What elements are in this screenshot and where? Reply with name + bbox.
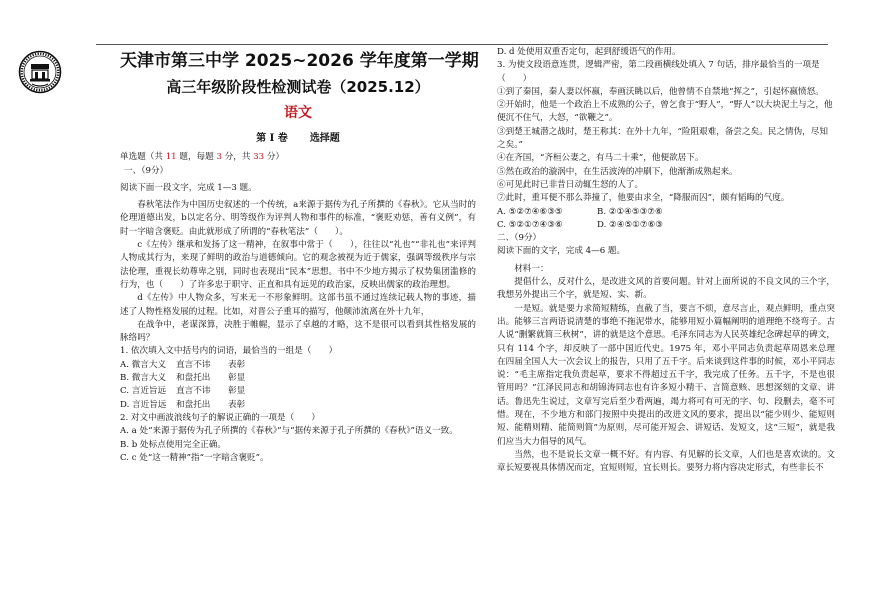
q2-option: C. c 处“这一精神”指“一字暗含褒贬”。: [120, 452, 269, 463]
q3-item: ②开始时，他是一个政治上不成熟的公子，曾乞食于“野人”，“野人”以大块泥土与之，他便沉不住气，大怒，“欲鞭之”。: [497, 100, 833, 124]
q3-item: ⑤然在政治的漩涡中，在生活波涛的冲刷下，他渐渐成熟起来。: [497, 166, 738, 177]
header-rule: [96, 44, 828, 45]
part-name: 选择题: [309, 133, 340, 144]
reading-prompt-2: 阅读下面的文字，完成 4—6 题。: [497, 246, 626, 257]
part-label: 第 I 卷: [256, 133, 288, 144]
q3-option-row: A. ⑤②⑦④⑥③⑤ B. ②①④⑤③⑦⑥: [497, 206, 663, 217]
exam-title: 高三年级阶段性检测试卷（2025.12）: [166, 78, 430, 96]
q1-option: C. 言近旨远 直言不讳 彰显: [120, 386, 246, 397]
q2-option: A. a 处“来源于据传为孔子所撰的《春秋》”与“据传来源于孔子所撰的《春秋》”语义一致。: [120, 426, 458, 437]
q1-option: A. 微言大义 直言不讳 表彰: [120, 359, 246, 370]
school-title: 天津市第三中学 2025~2026 学年度第一学期: [120, 51, 479, 71]
question-2: 2. 对文中画波浪线句子的解说正确的一项是（ ）: [120, 412, 320, 423]
right-column: [497, 46, 835, 476]
q1-option: B. 微言大义 和盘托出 彰显: [120, 373, 246, 384]
q3-item: ①到了秦国，秦人妻以怀嬴，奉画沃眺以后，他曾情不自禁地“挥之”，引起怀嬴愤怒。: [497, 86, 824, 97]
passage-paragraph: 春秋笔法作为中国历史叙述的一个传统，a来源于据传为孔子所撰的《春秋》。它从当时的伦理道德出发，b以定名分、明等级作为评判人物和事件的标准，“褒贬劝惩，善有义例”，有时一字暗含褒贬。由此就形成了所谓的“春秋笔法”（ ）。: [120, 200, 476, 237]
q2-option: B. b 处标点使用完全正确。: [120, 439, 226, 450]
material-label: 材料一：: [514, 263, 549, 274]
part-heading: [120, 132, 476, 145]
passage-paragraph: d《左传》中人物众多，写来无一不形象鲜明。这部书虽不通过连续记载人物的事迹，描述了人物性格发展的过程。比如，对晋公子重耳的描写，他颠沛流离在外十九年，: [120, 293, 476, 317]
material-paragraph: 提倡什么，反对什么，是改进文风的首要问题。针对上面所说的不良文风的三个字，我想另外提出三个字，就是短、实、新。: [497, 277, 835, 301]
left-column: [120, 50, 479, 465]
section-heading-1: 一、（9分）: [124, 165, 169, 176]
q3-item: ⑥可见此时已非昔日动辄生怒的人了。: [497, 179, 644, 190]
material-paragraph: 一是短。就是要力求简短精练，直截了当，要言不烦，意尽言止，观点鲜明，重点突出。能够三言两语说清楚的事绝不拖泥带水，能够用短小篇幅阐明的道理绝不绕弯子。古人说“删繁就简三秋树”，讲的就是这个意思。毛泽东同志为人民英雄纪念碑起草的碑文，只有 114 个字，却反映了一部中国近代史。1975 年，邓小平同志负责起草周恩来总理在四届全国人大一次会议上的报告，只用了五千字。后来谈到这件事的时候，邓小平同志说：“毛主席指定我负责起草，要求不得超过五千字，我完成了任务。五千字，不是也很管用吗？”江泽民同志和胡锦涛同志也有许多短小精干、言简意赅、思想深刻的文章、讲话。鲁迅先生说过，文章写完后至少看两遍，竭力将可有可无的字、句、段删去，毫不可惜。现在，不少地方和部门按照中央提出的改进文风的要求，提出以“能少则少、能短则短、能精则精、能简则简”为原则，尽可能开短会、讲短话、发短文，这“三短”，就是我们应当大力倡导的风气。: [497, 303, 835, 447]
section-heading-2: 二、（9分）: [497, 233, 542, 244]
passage-paragraph: 在战争中，老谋深算，决胜于帷幄，显示了卓越的才略，这不是很可以看到其性格发展的脉络吗？: [120, 319, 476, 344]
reading-prompt-1: 阅读下面一段文字，完成 1—3 题。: [120, 182, 257, 193]
material-paragraph: 当然，也不是说长文章一概不好。有内容、有见解的长文章，人们也是喜欢读的。文章长短要视具体情况而定，宜短则短，宜长则长。要努力将内容决定形式，有些非长不: [497, 449, 835, 474]
q3-option-row: C. ⑤②①⑦④③⑥ D. ②④⑤①⑦⑥③: [497, 219, 663, 230]
question-instructions: 单选题（共 11 题，每题 3 分，共 33 分）: [120, 152, 285, 163]
q3-item: ③到楚王城潜之战时，楚王称其：在外十九年，“险阻艰难，备尝之矣。民之情伪，尽知之矣。”: [497, 126, 828, 151]
passage-paragraph: c《左传》继承和发扬了这一精神，在叙事中常于（ ），往往以“礼也”“非礼也”来评判人物成其行为，来现了鲜明的政治与道德倾向。它的观念被视为近于儒家，强调等级秩序与宗法伦理，重视长幼尊卑之别，同时也表现出“民本”思想。书中不少地方揭示了权势集团滥修的行为，也（ ）了许多忠于职守、正直和具有远见的政治家，反映出儒家的政治理想。: [120, 240, 476, 290]
q3-item: ⑦此时，重耳便不那么莽撞了，他要由求全，“降服而囚”，颇有韬晦的气度。: [497, 193, 790, 204]
school-seal-logo: [18, 50, 62, 94]
question-1: 1. 依次填入文中括号内的词语，最恰当的一组是（ ）: [120, 346, 338, 357]
q2-option: D. d 处使用双重否定句，起到舒缓语气的作用。: [497, 47, 681, 57]
subject-title: 语文: [284, 105, 312, 121]
q1-option: D. 言近旨远 和盘托出 表彰: [120, 399, 246, 410]
q3-item: ④在齐国，“齐桓公妻之，有马二十乘”，他便欲居下。: [497, 153, 704, 164]
question-3: 3. 为使文段语意连贯，逻辑严密，第二段画横线处填入 7 句话，排序最恰当的一项是（ ）: [497, 60, 820, 84]
